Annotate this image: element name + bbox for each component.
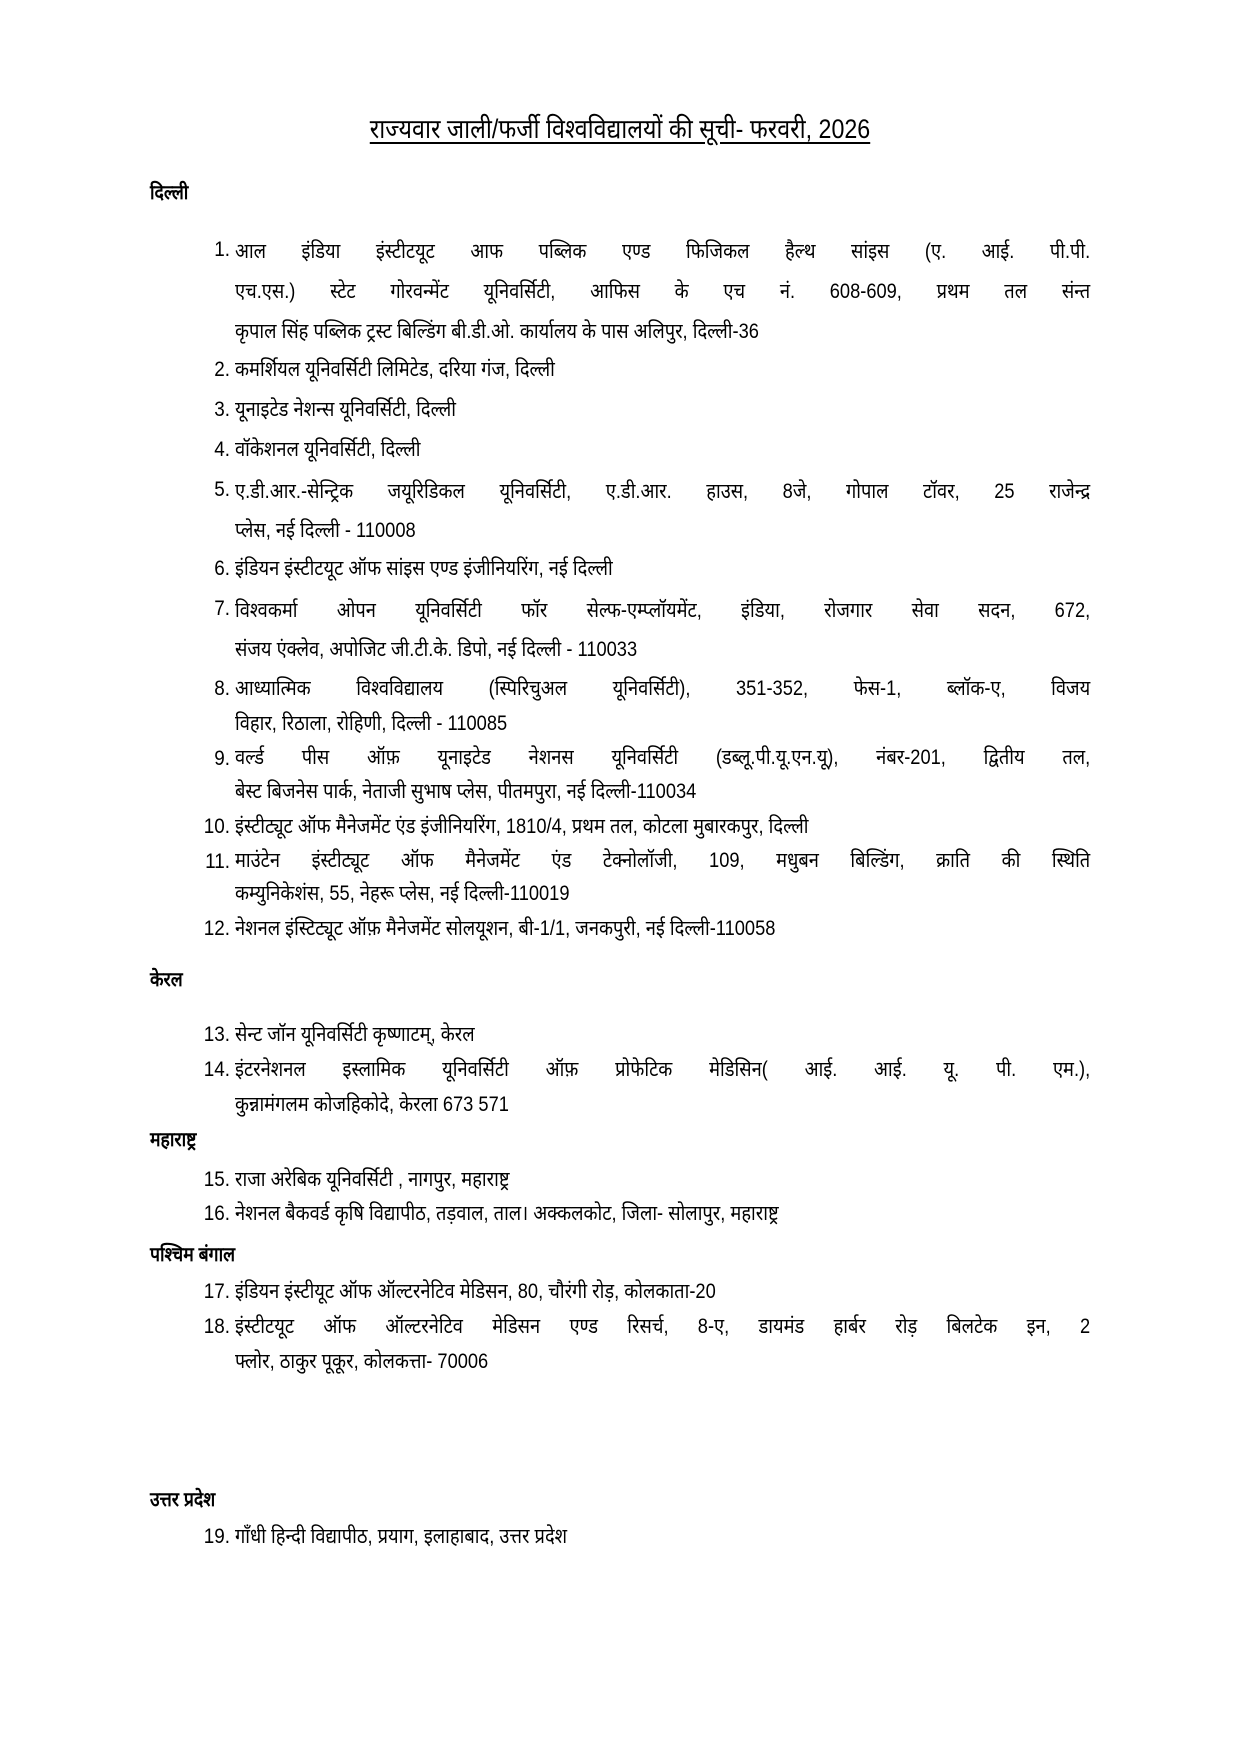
- item-number: 18.: [203, 1315, 230, 1338]
- item-number: 12.: [203, 917, 230, 940]
- item-text-line: आध्यात्मिक विश्वविद्यालय (स्पिरिचुअल यूनिवर्सिटी), 351-352, फेस-1, ब्लॉक-ए, विजय: [235, 677, 1091, 700]
- item-number: 10.: [203, 815, 230, 838]
- item-text-line: ए.डी.आर.-सेन्ट्रिक जयूरिडिकल यूनिवर्सिटी, ए.डी.आर. हाउस, 8जे, गोपाल टॉवर, 25 राजेन्द्र: [235, 480, 1091, 503]
- item-text-line: राजा अरेबिक यूनिवर्सिटी , नागपुर, महाराष्ट्र: [235, 1168, 510, 1191]
- item-text-line: आल इंडिया इंस्टीटयूट आफ पब्लिक एण्ड फिजिकल हैल्थ सांइस (ए. आई. पी.पी.: [235, 240, 1091, 263]
- item-number: 13.: [203, 1023, 230, 1046]
- item-text-line: बेस्ट बिजनेस पार्क, नेताजी सुभाष प्लेस, पीतमपुरा, नई दिल्ली-110034: [235, 780, 697, 803]
- item-text-line: कुन्नामंगलम कोजहिकोदे, केरला 673 571: [235, 1093, 509, 1116]
- item-text-line: प्लेस, नई दिल्ली - 110008: [235, 519, 416, 542]
- item-number: 2.: [214, 358, 230, 381]
- state-heading-uttar-pradesh: उत्तर प्रदेश: [150, 1489, 216, 1511]
- item-text-line: इंस्टीट्यूट ऑफ मैनेजमेंट एंड इंजीनियरिंग, 1810/4, प्रथम तल, कोटला मुबारकपुर, दिल्ली: [235, 815, 809, 838]
- item-number: 19.: [203, 1525, 230, 1548]
- item-number: 11.: [205, 850, 230, 873]
- item-text-line: नेशनल बैकवर्ड कृषि विद्यापीठ, तड़वाल, ताल। अक्कलकोट, जिला- सोलापुर, महाराष्ट्र: [235, 1202, 779, 1225]
- item-text-line: कम्युनिकेशंस, 55, नेहरू प्लेस, नई दिल्ली-110019: [235, 882, 570, 905]
- item-text-line: नेशनल इंस्टिट्यूट ऑफ़ मैनेजमेंट सोलयूशन, बी-1/1, जनकपुरी, नई दिल्ली-110058: [235, 917, 776, 940]
- item-text-line: विहार, रिठाला, रोहिणी, दिल्ली - 110085: [235, 712, 508, 735]
- item-number: 14.: [203, 1058, 230, 1081]
- item-number: 1.: [214, 238, 230, 261]
- item-number: 5.: [214, 478, 230, 501]
- item-text-line: यूनाइटेड नेशन्स यूनिवर्सिटी, दिल्ली: [235, 398, 456, 421]
- state-heading-maharashtra: महाराष्ट्र: [150, 1129, 197, 1151]
- item-number: 3.: [214, 398, 230, 421]
- item-text-line: सेन्ट जॉन यूनिवर्सिटी कृष्णाटम्, केरल: [235, 1023, 475, 1046]
- item-text-line: इंडियन इंस्टीयूट ऑफ ऑल्टरनेटिव मेडिसन, 80, चौरंगी रोड़, कोलकाता-20: [235, 1280, 716, 1303]
- item-number: 6.: [214, 557, 230, 580]
- item-text-line: गाँधी हिन्दी विद्यापीठ, प्रयाग, इलाहाबाद, उत्तर प्रदेश: [235, 1525, 568, 1548]
- item-number: 7.: [214, 597, 230, 620]
- document-title: राज्यवार जाली/फर्जी विश्वविद्यालयों की सूची- फरवरी, 2026: [369, 114, 871, 144]
- item-number: 17.: [203, 1280, 230, 1303]
- item-text-line: इंटरनेशनल इस्लामिक यूनिवर्सिटी ऑफ़ प्रोफेटिक मेडिसिन( आई. आई. यू. पी. एम.),: [235, 1058, 1091, 1081]
- item-text-line: माउंटेन इंस्टीट्यूट ऑफ मैनेजमेंट एंड टेक्नोलॉजी, 109, मधुबन बिल्डिंग, क्राति की स्थिति: [235, 849, 1091, 872]
- state-heading-delhi: दिल्ली: [150, 182, 189, 204]
- state-heading-west-bengal: पश्चिम बंगाल: [150, 1244, 236, 1266]
- item-text-line: इंडियन इंस्टीटयूट ऑफ सांइस एण्ड इंजीनियरिंग, नई दिल्ली: [235, 557, 613, 580]
- item-text-line: वॉकेशनल यूनिवर्सिटी, दिल्ली: [235, 438, 421, 461]
- item-number: 9.: [214, 747, 230, 770]
- item-number: 4.: [214, 438, 230, 461]
- item-number: 8.: [214, 677, 230, 700]
- item-text-line: कमर्शियल यूनिवर्सिटी लिमिटेड, दरिया गंज, दिल्ली: [235, 358, 555, 381]
- item-text-line: विश्वकर्मा ओपन यूनिवर्सिटी फॉर सेल्फ-एम्प्लॉयमेंट, इंडिया, रोजगार सेवा सदन, 672,: [235, 599, 1091, 622]
- item-text-line: फ्लोर, ठाकुर पूकूर, कोलकत्ता- 70006: [235, 1350, 489, 1373]
- item-text-line: इंस्टीटयूट ऑफ ऑल्टरनेटिव मेडिसन एण्ड रिसर्च, 8-ए, डायमंड हार्बर रोड़ बिलटेक इन, 2: [235, 1315, 1091, 1338]
- item-text-line: कृपाल सिंह पब्लिक ट्रस्ट बिल्डिंग बी.डी.ओ. कार्यालय के पास अलिपुर, दिल्ली-36: [235, 320, 759, 343]
- state-heading-kerala: केरल: [150, 969, 183, 991]
- item-number: 15.: [203, 1168, 230, 1191]
- item-text-line: वर्ल्ड पीस ऑफ़ यूनाइटेड नेशनस यूनिवर्सिटी (डब्लू.पी.यू.एन.यू), नंबर-201, द्वितीय तल,: [235, 746, 1091, 769]
- item-text-line: एच.एस.) स्टेट गोरवन्मेंट यूनिवर्सिटी, आफिस के एच नं. 608-609, प्रथम तल संन्त: [235, 280, 1091, 303]
- item-number: 16.: [203, 1202, 230, 1225]
- item-text-line: संजय एंक्लेव, अपोजिट जी.टी.के. डिपो, नई दिल्ली - 110033: [235, 638, 638, 661]
